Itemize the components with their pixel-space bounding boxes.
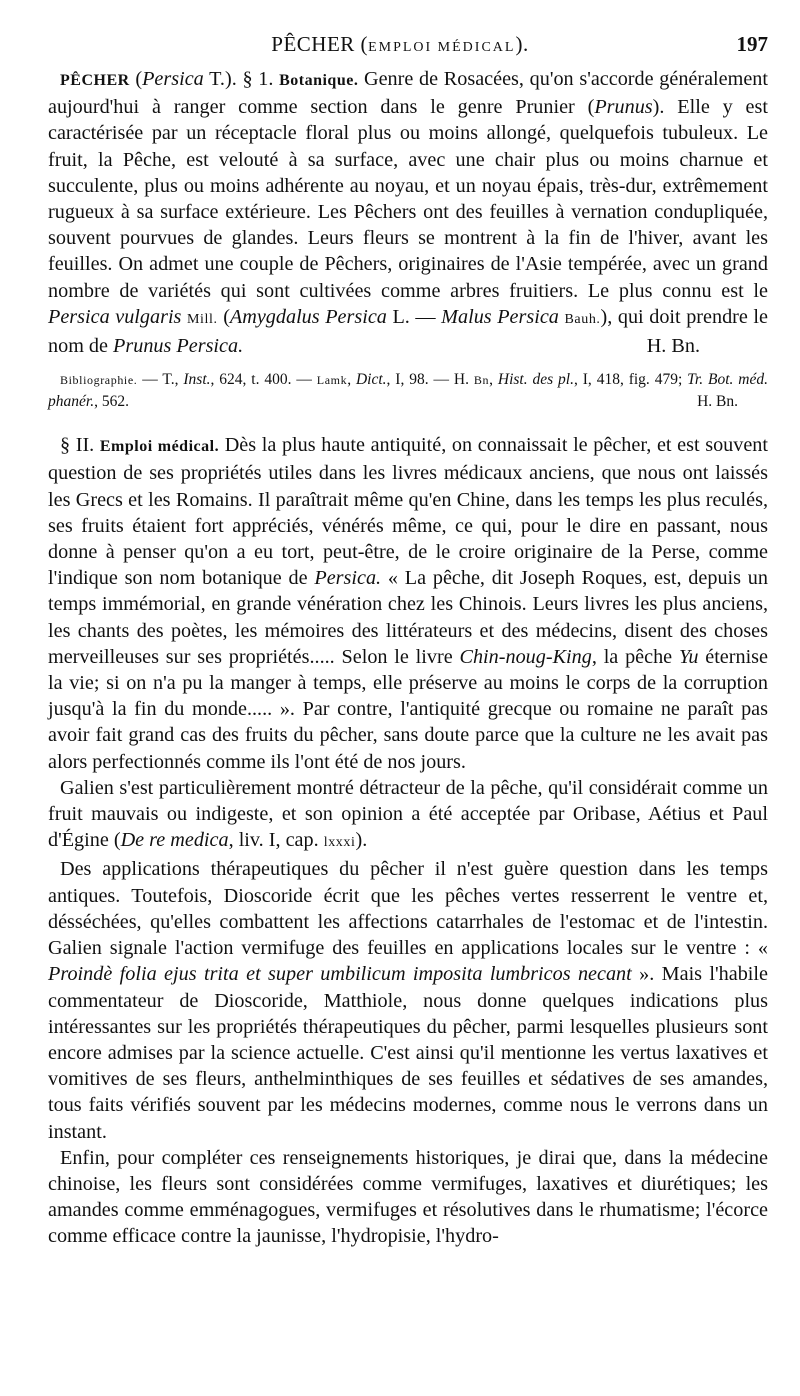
text-run: ). Elle y est caractérisée par un réceptacle floral plus ou moins allongé, quelquefois tubuleux. Le fruit, la Pêche, est velouté à sa surface, avec une chair plus ou moins charnue et succulente, plus ou moins adhérente au noyau, et un noyau épais, très-dur, extrêmement rugueux à sa surface extérieure. Les Pêchers ont des feuilles à vernation condupliquée, souvent pourvues de glandes. Leurs fleurs se montrent à la fin de l'hiver, avant les feuilles. On admet une couple de Pêchers, originaires de l'Asie tempérée, avec un grand nombre de variétés qui sont cultivées comme arbres fruitiers. Le plus connu est le [48, 96, 768, 302]
italic-run: Amygdalus Persica [229, 305, 387, 328]
section-mark: § 1. [242, 68, 274, 90]
running-title-main: PÊCHER ( [271, 32, 369, 56]
italic-run: Dict. [355, 371, 387, 389]
text-run: , [347, 371, 356, 389]
text-run: Dès la plus haute antiquité, on connaissait le pêcher, et est souvent question de ses propriétés utiles dans les livres médicaux anciens, que nous ont laissés les Grecs et les Romains. Il paraîtrait même qu'en Chine, dans les temps les plus reculés, ses fruits étaient fort appréciés, vénérés même, ce qui, pour le dire en passant, nous donne à penser qu'on a eu tort, peut-être, de le croire originaire de la Perse, comme l'indique son nom botanique de [48, 434, 769, 590]
paragraph-medecine-chinoise [48, 1145, 768, 1250]
text-run: Enfin, pour compléter ces renseignements historiques, je dirai que, dans la médecine chinoise, les fleurs sont considérées comme vermifuges, laxatives et diurétiques; les amandes comme emménagogues, vermifuges et résolutives dans le rhumatisme; l'écorce comme efficace contre la jaunisse, l'hydropisie, l'hydro- [48, 1146, 768, 1248]
bibliography-label: Bibliographie. [60, 373, 138, 388]
text-run: , liv. I, cap. [228, 829, 324, 852]
text-run: Des applications thérapeutiques du pêcher il n'est guère question dans les temps antiques. Toutefois, Dioscoride écrit que les pêches vertes resserrent le ventre et, désséchées, qu'elles combattent les affections catarrhales de l'estomac et de l'intestin. Galien signale l'action vermifuge des feuilles en applications locales sur le ventre : « [48, 858, 768, 960]
paragraph-botanique [48, 66, 768, 359]
smallcaps-run: Lamk [316, 373, 348, 388]
bibliography [48, 369, 768, 412]
bibliography-signature: H. Bn. [697, 393, 738, 411]
text-run: , 624, t. 400. — [210, 371, 317, 389]
section-mark: § II. [60, 434, 95, 457]
smallcaps-run: Bn [473, 373, 490, 388]
italic-run: Malus Persica [441, 305, 559, 328]
text-run: T.). [203, 68, 243, 90]
section-heading-emploi-medical: Emploi médical. [99, 438, 220, 456]
text-run: L. — [386, 305, 442, 328]
italic-run: De re medica [120, 829, 229, 852]
running-title-smallcaps: EMPLOI MÉDICAL [368, 40, 516, 55]
text-run: , I, 98. — H. [386, 371, 474, 389]
text-run: ). [355, 829, 368, 852]
entry-term: PÊCHER [60, 72, 130, 89]
italic-run: Prunus [594, 96, 653, 119]
text-run: , [489, 371, 498, 389]
running-title [0, 30, 800, 62]
text-run: « La pêche, dit Joseph Roques, est, depuis un temps immémorial, en grande vénération chez les Chinois. Leurs livres les plus anciens, les chants des poètes, les mémoires des littérateurs et des médecins, disent des choses merveilleuses sur ses propriétés..... Selon le livre [48, 567, 768, 668]
text-run: éternise la vie; si on n'a pu la manger à temps, elle préserve au moins le corps de la corruption jusqu'à la fin du monde..... ». Par contre, l'antiquité grecque ou romaine ne paraît pas avoir fait grand cas des fruits du pêcher, sans doute parce que la culture ne les avait pas alors perfectionnés comme ils l'ont été de nos jours. [48, 645, 768, 773]
section-heading-botanique: Botanique. [279, 72, 359, 89]
italic-run: Yu [678, 645, 699, 668]
author-signature: H. Bn. [646, 335, 700, 358]
page-number: 197 [736, 32, 768, 56]
smallcaps-run: Mill. [187, 311, 218, 327]
text-run: ( [217, 305, 230, 328]
italic-run: Hist. des pl. [497, 371, 574, 389]
text-run: — T., [137, 371, 184, 389]
italic-run: Proindè folia ejus trita et super umbilicum imposita lumbricos necant [48, 963, 632, 986]
italic-run: Tr. Bot. méd. phanér. [48, 371, 769, 411]
italic-run: Persica [142, 68, 204, 90]
paragraph-galien [48, 775, 768, 857]
paragraph-applications [48, 856, 768, 1144]
text-run: ), qui doit prendre le nom de [48, 305, 769, 358]
running-title-end: ). [515, 32, 529, 56]
smallcaps-run: Bauh. [564, 311, 601, 327]
text-run: , I, 418, fig. 479; [573, 371, 688, 389]
text-run: ( [129, 68, 143, 90]
text-run: , la pêche [591, 645, 679, 668]
italic-run: Chin-noug-King [459, 645, 592, 668]
italic-run: Prunus Persica. [113, 335, 244, 358]
text-run: , 562. [94, 393, 129, 411]
text-run: Genre de Rosacées, qu'on s'accorde généralement aujourd'hui à ranger comme section dans le genre Prunier ( [48, 68, 768, 119]
italic-run: Persica. [314, 567, 382, 590]
text-run: Galien s'est particulièrement montré détracteur de la pêche, qu'il considérait comme un fruit mauvais ou indigeste, et son opinion a été acceptée par Oribase, Aétius et Paul d'Égine ( [48, 776, 768, 852]
paragraph-emploi-medical [48, 432, 768, 775]
running-header [0, 30, 800, 58]
italic-run: Inst. [183, 371, 211, 389]
smallcaps-run: lxxxi [323, 835, 356, 851]
article-body [48, 66, 768, 1250]
text-run: ». Mais l'habile commentateur de Dioscoride, Matthiole, nous donne quelques indications plus intéressantes sur les propriétés thérapeutiques du pêcher, parmi lesquelles plusieurs sont encore admises par la science actuelle. C'est ainsi qu'il mentionne les vertus laxatives et vomitives de ses fleurs, anthelminthiques de ses feuilles et sédatives de ses amandes, tous faits vérifiés souvent par les médecins modernes, comme nous le verrons dans un instant. [48, 963, 768, 1143]
italic-run: Persica vulgaris [48, 305, 182, 328]
